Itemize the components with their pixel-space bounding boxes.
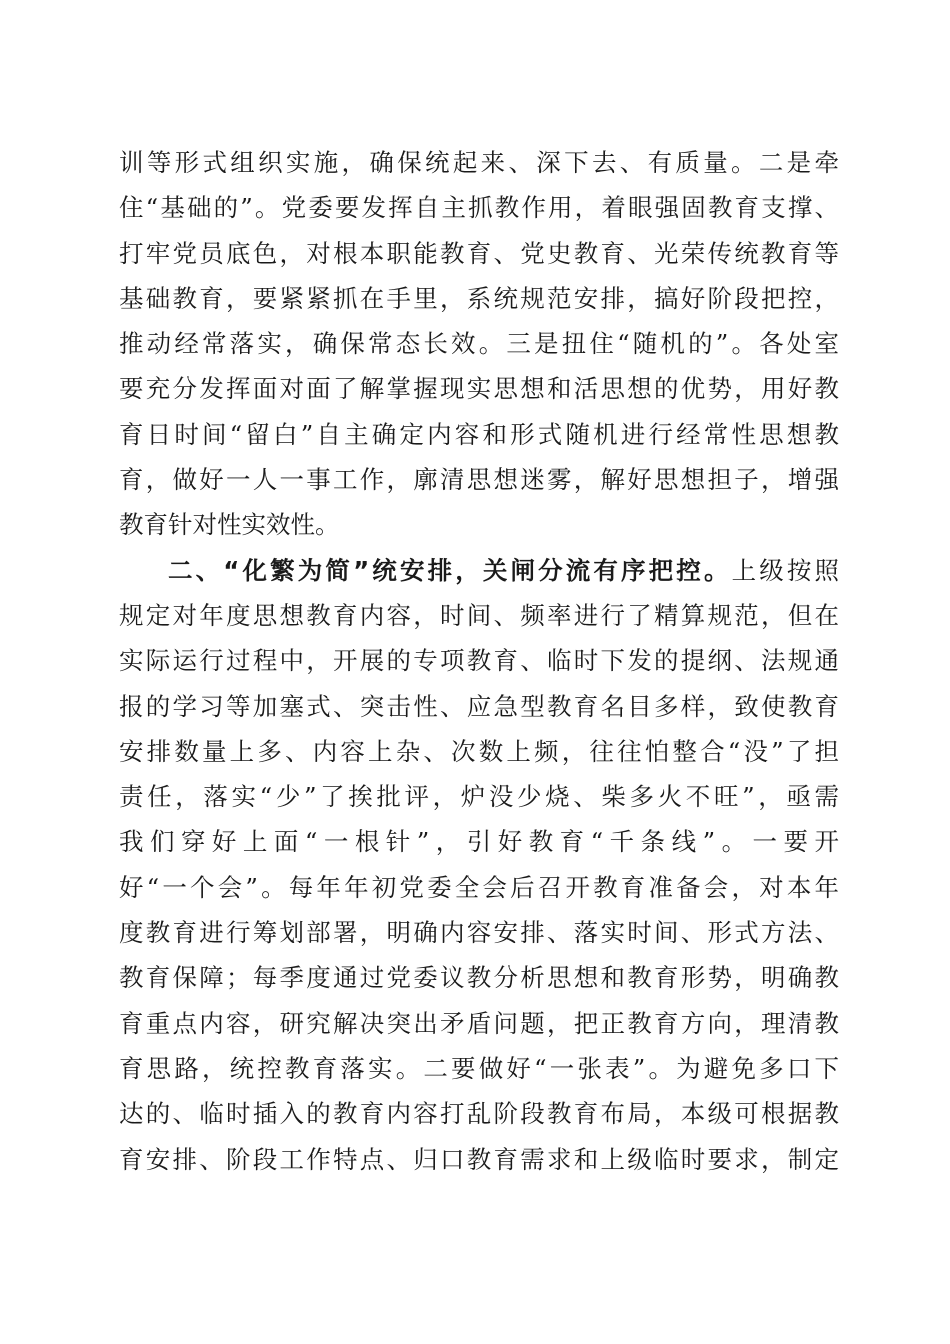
paragraph-1	[119, 140, 839, 548]
text-line: 安排数量上多、内容上杂、次数上频，往往怕整合“没”了担	[119, 736, 839, 766]
text-line: 规定对年度思想教育内容，时间、频率进行了精算规范，但在	[119, 600, 839, 630]
text-line: 育安排、阶段工作特点、归口教育需求和上级临时要求，制定	[119, 1144, 839, 1174]
text-line: 打牢党员底色，对根本职能教育、党史教育、光荣传统教育等	[119, 238, 839, 268]
paragraph-2	[119, 548, 839, 1182]
text-line: 报的学习等加塞式、突击性、应急型教育名目多样，致使教育	[119, 691, 839, 721]
text-line: 度教育进行筹划部署，明确内容安排、落实时间、形式方法、	[119, 918, 839, 948]
text-line: 教育针对性实效性。	[119, 510, 340, 540]
text-line: 训等形式组织实施，确保统起来、深下去、有质量。二是牵	[119, 148, 839, 177]
text-line: 达的、临时插入的教育内容打乱阶段教育布局，本级可根据教	[119, 1099, 839, 1129]
text-line: 责任，落实“少”了挨批评，炉没少烧、柴多火不旺”，亟需	[119, 782, 839, 812]
heading-continuation: 上级按照	[731, 555, 840, 585]
paragraph-2-first-line	[119, 548, 839, 593]
text-line: 育，做好一人一事工作，廓清思想迷雾，解好思想担子，增强	[119, 465, 839, 495]
text-line: 实际运行过程中，开展的专项教育、临时下发的提纲、法规通	[119, 646, 839, 676]
text-line: 好“一个会”。每年年初党委全会后召开教育准备会，对本年	[119, 872, 839, 902]
text-line: 住“基础的”。党委要发挥自主抓教作用，着眼强固教育支撑、	[119, 193, 839, 223]
text-line: 我们穿好上面“一根针”，引好教育“千条线”。一要开	[119, 827, 839, 857]
text-line: 推动经常落实，确保常态长效。三是扭住“随机的”。各处室	[119, 329, 839, 359]
text-line: 育日时间“留白”自主确定内容和形式随机进行经常性思想教	[119, 419, 839, 449]
text-line: 育思路，统控教育落实。二要做好“一张表”。为避免多口下	[119, 1053, 839, 1083]
document-body	[119, 140, 839, 1182]
text-line: 基础教育，要紧紧抓在手里，系统规范安排，搞好阶段把控，	[119, 283, 839, 313]
section-heading: 二、“化繁为简”统安排，关闸分流有序把控。	[168, 555, 732, 585]
text-line: 育重点内容，研究解决突出矛盾问题，把正教育方向，理清教	[119, 1008, 839, 1038]
text-line: 教育保障；每季度通过党委议教分析思想和教育形势，明确教	[119, 963, 839, 993]
text-line: 要充分发挥面对面了解掌握现实思想和活思想的优势，用好教	[119, 374, 839, 404]
